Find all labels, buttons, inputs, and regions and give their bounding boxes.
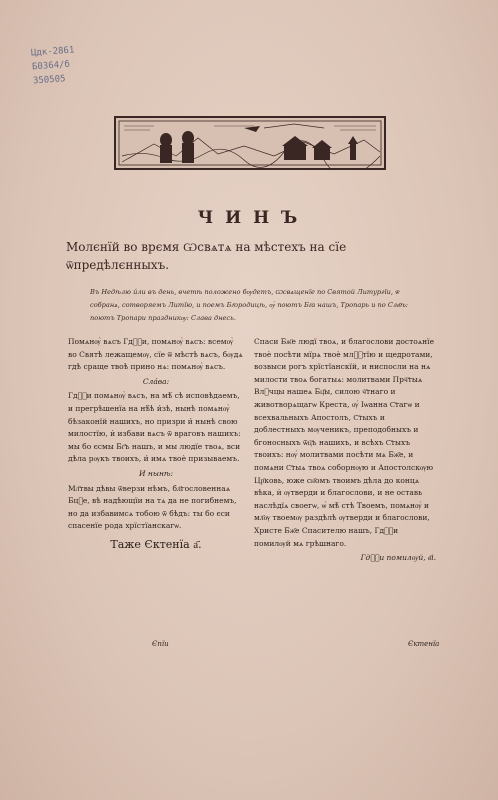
stamp-line: Цдк-2861 bbox=[30, 45, 75, 59]
section-label: И нынѣ: bbox=[138, 468, 174, 478]
left-column bbox=[68, 336, 244, 552]
right-column bbox=[254, 336, 436, 565]
library-stamp bbox=[31, 42, 104, 89]
prayer-paragraph: Гдⷭ҇и помѧнѹ̀ вѧсъ, на мѣ́ сѣ исповѣдаемъ, и прегрѣшенїа на нѣ́ѣ и́зѣ, нынѣ помѧнѹ̀ бѣзаконїй нашихъ, но призри и́ нынѣ свою милостїю, и̇ избави вѧсъ ѿ враговъ нашихъ: мы бо єсмы Бг҃ъ нашъ, и мы людїе твоѧ, вси дѣла рѹкъ твоихъ, и́ имѧ твоѐ призываемъ. bbox=[68, 391, 241, 464]
section-label: Сла́ва: bbox=[142, 376, 170, 386]
catchword-right: Єктенїа bbox=[408, 640, 440, 648]
engraved-headpiece-image bbox=[114, 116, 386, 170]
prayer-paragraph: Спаси Бж҃е людї твоѧ, и благослови достоѧнїе твоѐ посѣти мїрѧ твоѐ млⷭ҇тїю и щедротами, возвыси рогъ хрїстїанскїй, и ниспосли на нѧ милости твоѧ богатыѧ: молитвами Прч҇тыѧ Влⷣчцы нашеѧ Бц҃ы, силою ч҇тнаго и животворѧщагѡ Креста, ѹ́ Іѡанна С҇тагѡ и всехвальныхъ Апостолъ, С҇тыхъ и доблестныхъ мѹченикъ, преподобныхъ и бгоносныхъ ѿц҇ъ нашихъ, и всѣхъ С҇тыхъ твоихъ: нѹ́ молитвами посѣти мѧ Бж҃е, и помѧни С҇тыѧ твоѧ соборнѹю и Апостолскѹю Цр҃ковь, юже сн҃омъ твоимъ дѣла до концѧ вѣка, и̇ ѹтверди и благослови, и не оставь наслѣдїѧ своегѡ, ѡ́ мѣ́ стѣ Твоемъ, помѧнѹ̀ и мл҃ѹ твоемѹ раздѣлѣ ѹтверди и благослови, Христе Бж҃е Спасителю нашъ, Гдⷭ҇и помилѹй мѧ грѣшнаго. bbox=[254, 337, 435, 548]
document-subtitle: Молєнїй во врємя Ѡсвѧтѧ на мѣстехъ на сїе ѿпредѣлєнныхъ. bbox=[66, 240, 347, 272]
response-line: Гдⷭ҇и помилѹй, в҃і. bbox=[360, 553, 436, 563]
prayer-paragraph: Мл҃твы дѣвы ѿверзи нѣмъ, бл҃гословеннаѧ Бцⷣе, вѣ надѣющїи на тѧ да не погибнемъ, но да избавимсѧ тобою ѿ бѣдъ: ты бо єси спасенїе рода хрїстїанскагѡ. bbox=[68, 483, 237, 531]
stamp-line: 350505 bbox=[32, 74, 66, 87]
document-title: Ч И Н Ъ bbox=[197, 208, 301, 228]
ektenia-heading: Таже Єктенїа а҃. bbox=[110, 537, 202, 551]
catchword-left: Єпїи bbox=[152, 640, 169, 648]
stamp-line: Б0364/б bbox=[31, 59, 71, 73]
rubric-note: Въ Недѣлю и́ли въ день, вчетѣ положено бѹдетъ, Ѡсвѧщенїе по Святой Литургїи, ѿ собранѧ, сотворяемъ Литїю, и поемъ Бг҃ородицѣ, ѹ́ поютъ Бг҃а нашъ, Тропарь и по Слв҃ѣ: поютъ Тропари праздникѹ: Слава днесь. bbox=[90, 288, 409, 322]
prayer-paragraph: Помѧнѹ̀ вѧсъ Гдⷭ҇и, помѧнѹ̀ вѧсъ: всемѹ̀ во Святѣ лежащемѹ, сїе ѿ мѣстѣ вѧсъ, бѹдѧ гдѣ сраще твоѣ прино нѧ: помѧнѹ̀ вѧсъ. bbox=[68, 337, 243, 372]
